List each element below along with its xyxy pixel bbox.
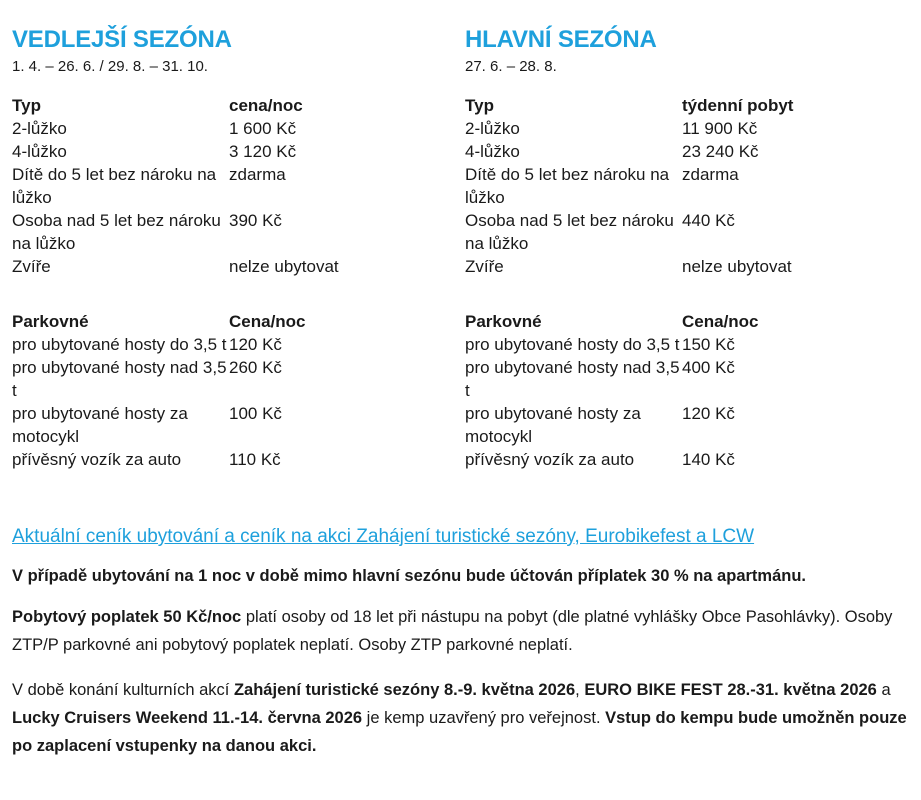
table-cell: 3 120 Kč: [229, 142, 297, 161]
table-cell: zdarma: [229, 165, 286, 184]
table-row: [12, 209, 339, 255]
table-cell: 440 Kč: [682, 211, 735, 230]
table-cell: pro ubytované hosty za motocykl: [12, 404, 188, 446]
table-cell: 120 Kč: [229, 335, 282, 354]
table-cell: 390 Kč: [229, 211, 282, 230]
table-cell: pro ubytované hosty za motocykl: [465, 404, 641, 446]
table-row: [465, 255, 793, 278]
table-cell: Osoba nad 5 let bez nároku na lůžko: [12, 211, 221, 253]
table-row: [465, 163, 793, 209]
column-header: Cena/noc: [229, 312, 306, 331]
table-cell: 4-lůžko: [12, 142, 67, 161]
table-cell: 260 Kč: [229, 358, 282, 377]
fee-note-bold: Pobytový poplatek 50 Kč/noc: [12, 608, 242, 626]
table-cell: přívěsný vozík za auto: [465, 450, 635, 469]
table-cell: 120 Kč: [682, 404, 735, 423]
events-note-event: Lucky Cruisers Weekend 11.-14. června 2026: [12, 709, 363, 727]
table-cell: Osoba nad 5 let bez nároku na lůžko: [465, 211, 674, 253]
table-row: [12, 117, 339, 140]
off-season-parking-table: [12, 310, 306, 471]
table-cell: 100 Kč: [229, 404, 282, 423]
column-header: Cena/noc: [682, 312, 759, 331]
table-cell: 1 600 Kč: [229, 119, 297, 138]
table-cell: 4-lůžko: [465, 142, 520, 161]
events-note-text: V době konání kulturních akcí: [12, 681, 234, 699]
column-header: cena/noc: [229, 96, 303, 115]
surcharge-note: [12, 562, 917, 590]
main-season-dates: 27. 6. – 28. 8.: [465, 58, 557, 75]
table-cell: Zvíře: [465, 257, 504, 276]
main-season-section: [465, 26, 905, 471]
column-header: Typ: [12, 96, 41, 115]
table-cell: 400 Kč: [682, 358, 735, 377]
surcharge-note-text: V případě ubytování na 1 noc v době mimo hlavní sezónu bude účtován příplatek 30 % na apartmánu.: [12, 567, 806, 585]
table-cell: zdarma: [682, 165, 739, 184]
table-row: [12, 356, 306, 402]
table-row: [465, 356, 759, 402]
events-note-entry: Vstup do kempu bude umožněn pouze po zaplacení vstupenky na danou akci.: [12, 709, 907, 755]
off-season-section: [12, 26, 452, 471]
table-header-row: [465, 94, 793, 117]
events-note: [12, 676, 917, 760]
price-list-link[interactable]: Aktuální ceník ubytování a ceník na akci Zahájení turistické sezóny, Eurobikefest a LCW: [12, 526, 755, 547]
table-row: [465, 117, 793, 140]
column-header: týdenní pobyt: [682, 96, 794, 115]
table-cell: pro ubytované hosty nad 3,5 t: [12, 358, 227, 400]
column-header: Typ: [465, 96, 494, 115]
table-cell: 110 Kč: [229, 450, 281, 469]
table-row: [12, 255, 339, 278]
table-cell: 140 Kč: [682, 450, 735, 469]
table-cell: přívěsný vozík za auto: [12, 450, 182, 469]
off-season-accommodation-table: [12, 94, 339, 278]
fee-note: [12, 603, 917, 659]
main-season-parking-table: [465, 310, 759, 471]
column-header: Parkovné: [465, 312, 542, 331]
table-row: [465, 209, 793, 255]
table-row: [12, 402, 306, 448]
table-cell: 150 Kč: [682, 335, 735, 354]
off-season-title: VEDLEJŠÍ SEZÓNA: [12, 26, 232, 53]
events-note-text: a: [876, 681, 891, 699]
table-cell: Dítě do 5 let bez nároku na lůžko: [12, 165, 217, 207]
table-cell: 2-lůžko: [12, 119, 67, 138]
table-cell: 2-lůžko: [465, 119, 520, 138]
events-note-event: Zahájení turistické sezóny 8.-9. května 2026: [233, 681, 576, 699]
table-header-row: [12, 310, 306, 333]
main-season-title: HLAVNÍ SEZÓNA: [465, 26, 657, 53]
table-cell: 11 900 Kč: [682, 119, 758, 138]
table-row: [465, 402, 759, 448]
column-header: Parkovné: [12, 312, 89, 331]
table-cell: 23 240 Kč: [682, 142, 759, 161]
table-cell: pro ubytované hosty nad 3,5 t: [465, 358, 680, 400]
off-season-dates: 1. 4. – 26. 6. / 29. 8. – 31. 10.: [12, 58, 208, 75]
fee-note-text: platí osoby od 18 let při nástupu na pobyt (dle platné vyhlášky Obce Pasohlávky). Osoby ZTP/P parkovné ani pobytový poplatek neplatí. Osoby ZTP parkovné neplatí.: [12, 608, 893, 654]
table-row: [12, 140, 339, 163]
table-row: [12, 163, 339, 209]
table-header-row: [465, 310, 759, 333]
table-cell: Zvíře: [12, 257, 51, 276]
table-cell: nelze ubytovat: [682, 257, 792, 276]
table-cell: nelze ubytovat: [229, 257, 339, 276]
table-row: [12, 448, 306, 471]
table-header-row: [12, 94, 339, 117]
table-cell: Dítě do 5 let bez nároku na lůžko: [465, 165, 670, 207]
main-season-accommodation-table: [465, 94, 793, 278]
table-cell: pro ubytované hosty do 3,5 t: [12, 335, 227, 354]
table-row: [465, 140, 793, 163]
table-cell: pro ubytované hosty do 3,5 t: [465, 335, 680, 354]
events-note-text: je kemp uzavřený pro veřejnost.: [362, 709, 606, 727]
events-note-text: ,: [575, 681, 585, 699]
table-row: [12, 333, 306, 356]
table-row: [465, 333, 759, 356]
table-row: [465, 448, 759, 471]
events-note-event: EURO BIKE FEST 28.-31. května 2026: [584, 681, 877, 699]
